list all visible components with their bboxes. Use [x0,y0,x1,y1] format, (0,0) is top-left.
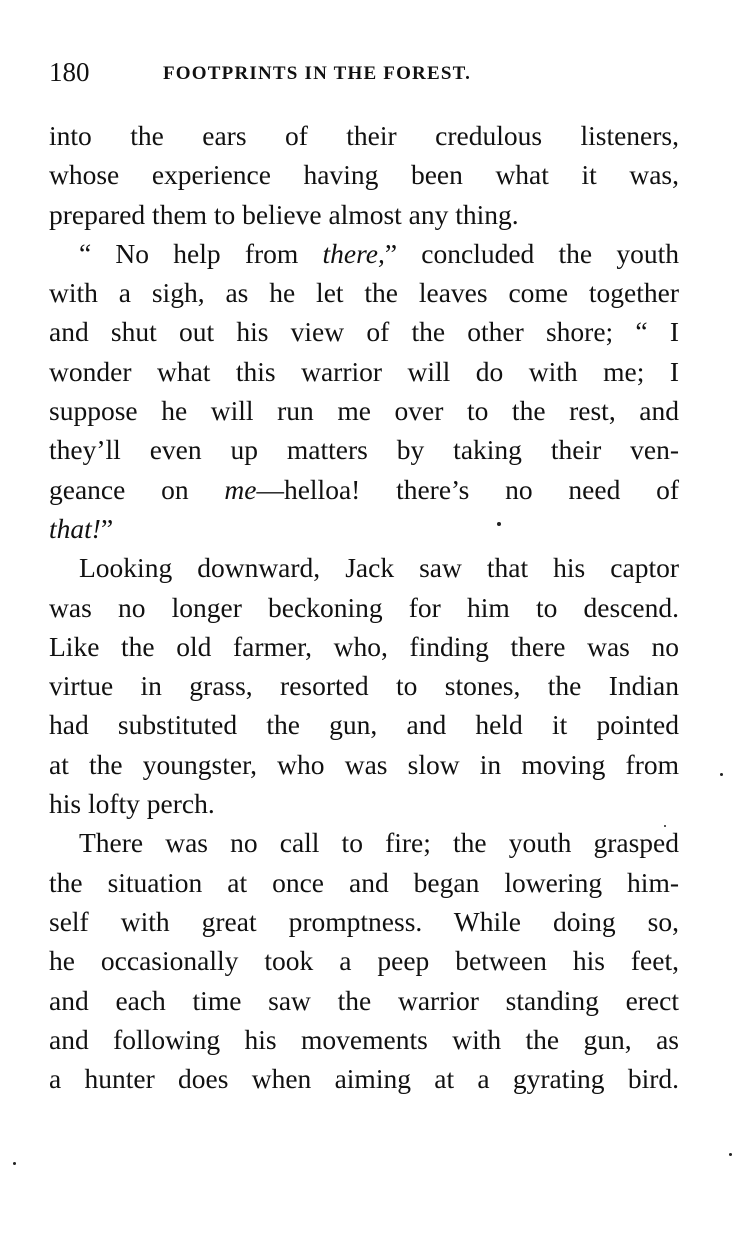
text-line: Like the old farmer, who, finding there was no [49,630,679,662]
text-line: with a sigh, as he let the leaves come together [49,277,679,309]
text-line: whose experience having been what it was, [49,159,679,191]
text-line: a hunter does when aiming at a gyrating bird. [49,1063,679,1095]
text-line: and following his movements with the gun, as [49,1023,679,1055]
text-line [49,470,679,509]
page-number: 180 [49,57,90,87]
italic-text: there, [322,237,385,269]
body-text [49,116,679,1098]
print-speck [497,522,501,526]
print-speck [664,825,666,827]
text-line: and each time saw the warrior standing erect [49,984,679,1016]
text-line [49,234,679,273]
text-line: into the ears of their credulous listeners, [49,120,679,151]
print-speck [729,1153,732,1156]
italic-text: that! [49,512,101,544]
text-line [49,509,679,548]
print-speck [720,773,723,776]
page-header [49,54,689,90]
print-speck [13,1162,16,1165]
text-line: was no longer beckoning for him to descend. [49,591,679,623]
text-line: prepared them to believe almost any thing. [49,198,519,230]
text-line: self with great promptness. While doing so, [49,905,679,937]
text-line: the situation at once and began lowering him- [49,866,679,898]
text-line: at the youngster, who was slow in moving from [49,748,679,780]
italic-text: me [224,473,257,505]
text-line: There was no call to fire; the youth grasped [79,827,679,859]
text-line: they’ll even up matters by taking their ven- [49,434,679,466]
running-title: FOOTPRINTS IN THE FOREST. [163,63,472,84]
text-line: he occasionally took a peep between his feet, [49,945,679,977]
text-fragment: —helloa! there’s no need of [256,473,679,505]
text-fragment: ” concluded the youth [384,237,679,269]
text-line: wonder what this warrior will do with me; I [49,355,679,387]
text-line: suppose he will run me over to the rest, and [49,395,679,427]
text-fragment: ” [100,512,114,544]
text-fragment: geance on [49,473,225,505]
text-line: had substituted the gun, and held it pointed [49,709,679,741]
text-line: virtue in grass, resorted to stones, the Indian [49,670,679,702]
text-line: Looking downward, Jack saw that his captor [79,552,679,584]
text-line: his lofty perch. [49,788,215,820]
text-line: and shut out his view of the other shore; “ I [49,316,679,348]
text-fragment: “ No help from [79,237,323,269]
